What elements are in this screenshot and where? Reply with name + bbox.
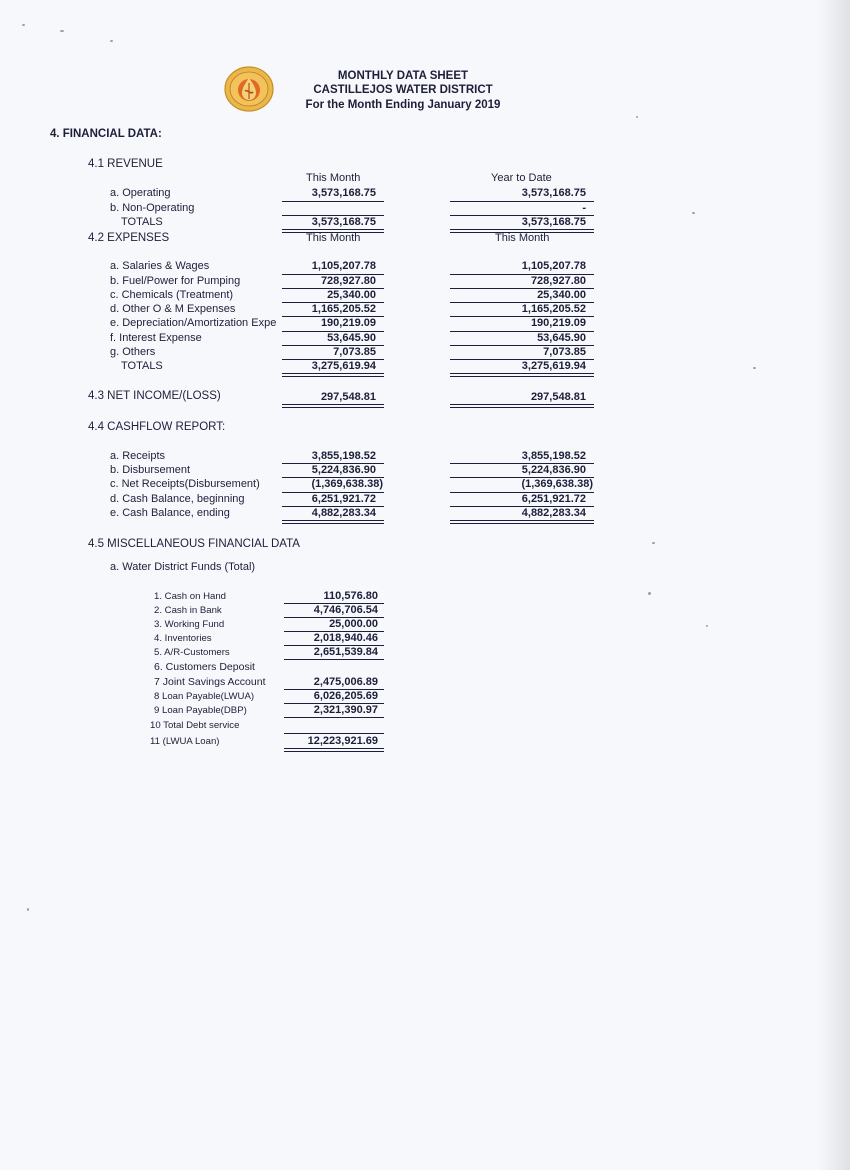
scan-speck (22, 24, 25, 26)
revenue-totals-ytd: 3,573,168.75 (521, 216, 586, 228)
scan-speck (648, 592, 651, 595)
revenue-row-month: 3,573,168.75 (311, 187, 376, 199)
expense-totals-ytd: 3,275,619.94 (521, 360, 586, 372)
expense-row-ytd: 25,340.00 (537, 289, 586, 301)
expense-row-label: e. Depreciation/Amortization Expe (110, 317, 277, 329)
scan-speck (753, 367, 756, 369)
revenue-row-label: a. Operating (110, 187, 171, 199)
expense-row-month: 728,927.80 (320, 275, 376, 287)
net-income-ytd: 297,548.81 (530, 391, 586, 403)
rule (282, 201, 384, 202)
expense-row-month: 1,105,207.78 (311, 260, 376, 272)
expense-row-label: g. Others (110, 346, 156, 358)
revenue-row-ytd: 3,573,168.75 (521, 187, 586, 199)
expense-totals-month: 3,275,619.94 (311, 360, 376, 372)
cashflow-title: 4.4 CASHFLOW REPORT: (88, 421, 226, 433)
revenue-title: 4.1 REVENUE (88, 158, 163, 170)
expenses-col-this-month: This Month (306, 232, 361, 244)
misc-title: 4.5 MISCELLANEOUS FINANCIAL DATA (88, 538, 300, 550)
fund-row-label: 1. Cash on Hand (154, 591, 226, 602)
rule (284, 733, 384, 734)
scan-speck (27, 908, 29, 911)
revenue-totals-month: 3,573,168.75 (311, 216, 376, 228)
scan-speck (652, 542, 655, 544)
expenses-title: 4.2 EXPENSES (88, 232, 170, 244)
fund-row-value: 25,000.00 (329, 618, 378, 630)
expense-row-ytd: 53,645.90 (537, 332, 586, 344)
cashflow-row-label: b. Disbursement (110, 464, 191, 476)
fund-row-label: 2. Cash in Bank (154, 605, 222, 616)
fund-row-value: 2,321,390.97 (313, 704, 378, 716)
double-rule (450, 373, 594, 377)
expense-row-month: 190,219.09 (320, 317, 376, 329)
revenue-row-ytd: - (582, 202, 586, 214)
cashflow-row-label: e. Cash Balance, ending (110, 507, 230, 519)
cashflow-row-month: 3,855,198.52 (311, 450, 376, 462)
fund-row-value: 12,223,921.69 (307, 735, 378, 747)
revenue-totals-label: TOTALS (121, 216, 163, 228)
fund-row-value: 110,576.80 (323, 590, 378, 602)
sheet-title: MONTHLY DATA SHEET (337, 70, 469, 82)
fund-row-label: 5. A/R-Customers (154, 647, 230, 658)
fund-row-label: 11 (LWUA Loan) (150, 736, 220, 747)
cashflow-row-month: (1,369,638.38) (311, 478, 383, 490)
expense-row-ytd: 1,105,207.78 (521, 260, 586, 272)
expense-row-label: d. Other O & M Expenses (110, 303, 236, 315)
fund-row-value: 4,746,706.54 (313, 604, 378, 616)
scan-speck (60, 30, 64, 32)
section-title: 4. FINANCIAL DATA: (50, 128, 162, 140)
expense-row-month: 7,073.85 (333, 346, 376, 358)
misc-subtitle: a. Water District Funds (Total) (110, 561, 256, 573)
expense-row-label: a. Salaries & Wages (110, 260, 210, 272)
fund-row-label: 10 Total Debt service (150, 720, 240, 731)
rule (284, 717, 384, 718)
cashflow-row-month: 4,882,283.34 (311, 507, 376, 519)
cashflow-row-ytd: 5,224,836.90 (521, 464, 586, 476)
cashflow-row-ytd: 4,882,283.34 (521, 507, 586, 519)
expense-row-month: 25,340.00 (327, 289, 376, 301)
expense-row-label: b. Fuel/Power for Pumping (110, 275, 241, 287)
double-rule (282, 404, 384, 408)
cashflow-row-label: a. Receipts (110, 450, 166, 462)
fund-row-label: 6. Customers Deposit (154, 661, 255, 673)
cashflow-row-label: d. Cash Balance, beginning (110, 493, 245, 505)
fund-row-label: 3. Working Fund (154, 619, 225, 630)
cashflow-row-ytd: (1,369,638.38) (521, 478, 593, 490)
revenue-col-ytd: Year to Date (491, 172, 552, 184)
cashflow-row-label: c. Net Receipts(Disbursement) (110, 478, 260, 490)
double-rule (284, 748, 384, 752)
cashflow-row-ytd: 3,855,198.52 (521, 450, 586, 462)
rule (284, 659, 384, 660)
fund-row-label: 7 Joint Savings Account (154, 676, 266, 688)
scan-speck (636, 116, 638, 118)
fund-row-value: 2,651,539.84 (313, 646, 378, 658)
expense-row-label: c. Chemicals (Treatment) (110, 289, 234, 301)
double-rule (282, 373, 384, 377)
scan-speck (110, 40, 113, 42)
expense-row-month: 53,645.90 (327, 332, 376, 344)
period-label: For the Month Ending January 2019 (305, 99, 501, 111)
expense-row-ytd: 1,165,205.52 (521, 303, 586, 315)
fund-row-label: 4. Inventories (154, 633, 212, 644)
fund-row-label: 8 Loan Payable(LWUA) (154, 691, 255, 702)
expense-row-month: 1,165,205.52 (311, 303, 376, 315)
revenue-col-this-month: This Month (306, 172, 361, 184)
cashflow-row-month: 5,224,836.90 (311, 464, 376, 476)
double-rule (450, 520, 594, 524)
cashflow-row-month: 6,251,921.72 (311, 493, 376, 505)
net-income-label: 4.3 NET INCOME/(LOSS) (88, 390, 221, 402)
net-income-month: 297,548.81 (320, 391, 376, 403)
expense-row-ytd: 7,073.85 (543, 346, 586, 358)
revenue-row-label: b. Non-Operating (110, 202, 195, 214)
cashflow-row-ytd: 6,251,921.72 (521, 493, 586, 505)
fund-row-value: 2,475,006.89 (313, 676, 378, 688)
double-rule (450, 404, 594, 408)
expense-row-label: f. Interest Expense (110, 332, 202, 344)
fund-row-value: 6,026,205.69 (313, 690, 378, 702)
scan-speck (692, 212, 695, 214)
expense-row-ytd: 190,219.09 (530, 317, 586, 329)
scan-speck (706, 625, 708, 627)
district-name: CASTILLEJOS WATER DISTRICT (313, 84, 493, 96)
expense-totals-label: TOTALS (121, 360, 163, 372)
expense-row-ytd: 728,927.80 (530, 275, 586, 287)
double-rule (282, 520, 384, 524)
fund-row-label: 9 Loan Payable(DBP) (154, 705, 247, 716)
fund-row-value: 2,018,940.46 (313, 632, 378, 644)
expenses-col-ytd: This Month (495, 232, 550, 244)
